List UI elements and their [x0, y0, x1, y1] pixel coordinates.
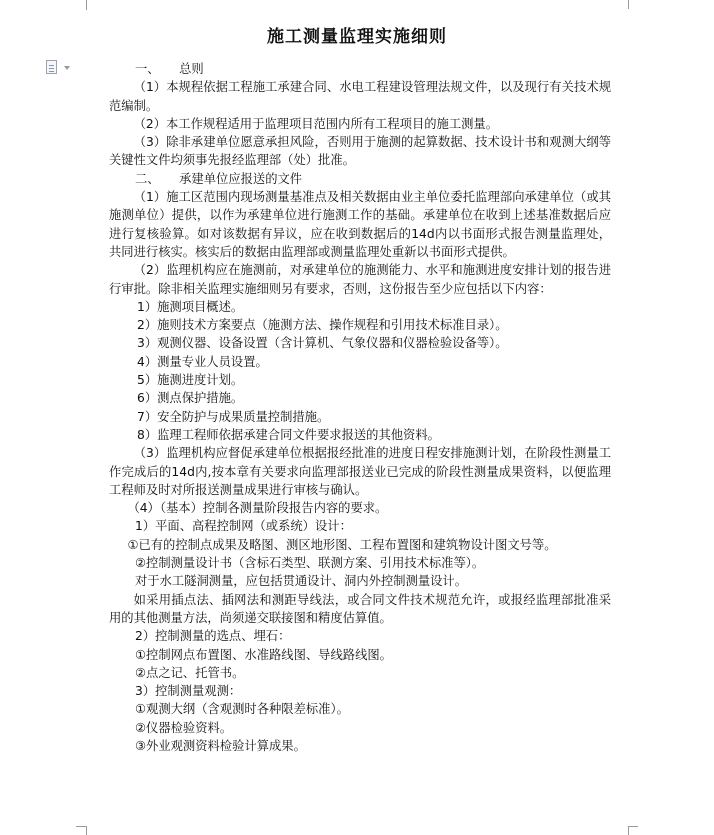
crop-mark — [628, 826, 629, 835]
section-heading: 二、 承建单位应报送的文件 — [135, 171, 303, 186]
crop-mark — [76, 826, 86, 827]
list-item: ②仪器检验资料。 — [135, 720, 233, 735]
crop-mark — [86, 0, 87, 9]
document-body — [109, 60, 611, 755]
paragraph: 对于水工隧洞测量，应包括贯通设计、洞内外控制测量设计。 — [135, 574, 468, 589]
paragraph: （2）本工作规程适用于监理项目范围内所有工程项目的施工测量。 — [133, 116, 499, 131]
list-item: ②控制测量设计书（含标石类型、联测方案、引用技术标准等）。 — [135, 556, 485, 571]
paragraph: （3）监理机构应督促承建单位根据报经批准的进度日程安排施测计划，在阶段性测量工作完成后的14d内,按本章有关要求向监理部报送业已完成的阶段性测量成果资料，以便监理工程师及时对所报送测量成果进行审核与确认。 — [109, 446, 611, 497]
list-item: 2）控制测量的选点、埋石： — [135, 629, 291, 644]
list-item: ①观测大纲（含观测时各种限差标准）。 — [135, 702, 349, 717]
paragraph: （1）本规程依据工程施工承建合同、水电工程建设管理法规文件，以及现行有关技术规范编制。 — [109, 80, 611, 113]
list-item: ②点之记、托管书。 — [135, 665, 245, 680]
crop-mark — [628, 826, 638, 827]
list-item: 1）施测项目概述。 — [137, 299, 244, 314]
list-item: 2）施则技术方案要点（施测方法、操作规程和引用技术标准目录）。 — [137, 318, 508, 333]
list-item: 5）施测进度计划。 — [137, 373, 244, 388]
document-icon[interactable] — [46, 60, 57, 74]
paragraph: （1）施工区范围内现场测量基准点及相关数据由业主单位委托监理部向承建单位（或其施测单位）提供，以作为承建单位进行施测工作的基础。承建单位在收到上述基准数据后应进行复核验算。如对该数据有异议，应在收到数据后的14d内以书面形式报告测量监理处，共同进行核实。核实后的数据由监理部或测量监理处重新以书面形式提供。 — [109, 190, 611, 259]
list-item: ③外业观测资料检验计算成果。 — [135, 738, 306, 753]
crop-mark — [628, 0, 629, 9]
paragraph: （3）除非承建单位愿意承担风险，否则用于施测的起算数据、技术设计书和观测大纲等关键性文件均须事先报经监理部（处）批准。 — [109, 135, 611, 168]
chevron-down-icon[interactable] — [64, 66, 70, 70]
list-item: 7）安全防护与成果质量控制措施。 — [137, 409, 330, 424]
list-item: 8）监理工程师依据承建合同文件要求报送的其他资料。 — [137, 427, 440, 442]
section-heading: 一、 总则 — [135, 62, 204, 76]
list-item: 6）测点保护措施。 — [137, 391, 244, 406]
paragraph: ①已有的控制点成果及略图、测区地形图、工程布置图和建筑物设计图文号等。 — [127, 537, 557, 552]
list-item: 3）观测仪器、设备设置（含计算机、气象仪器和仪器检验设备等）。 — [137, 336, 508, 351]
list-item: 1）平面、高程控制网（或系统）设计： — [135, 519, 352, 534]
crop-mark — [86, 9, 87, 10]
list-item: ①控制网点布置图、水准路线图、导线路线图。 — [135, 647, 392, 662]
list-item: 3）控制测量观测： — [135, 684, 242, 699]
document-title: 施工测量监理实施细则 — [267, 27, 447, 47]
paragraph: （2）监理机构应在施测前，对承建单位的施测能力、水平和施测进度安排计划的报告进行审批。除非相关监理实施细则另有要求，否则，这份报告至少应包括以下内容： — [109, 263, 611, 296]
list-item: 4）测量专业人员设置。 — [137, 354, 268, 369]
paragraph: （4）（基本）控制各测量阶段报告内容的要求。 — [127, 501, 388, 516]
crop-mark — [86, 826, 87, 835]
paragraph: 如采用插点法、插网法和测距导线法，或合同文件技术规范允许，或报经监理部批准采用的其他测量方法，尚须递交联接图和精度估算值。 — [109, 592, 611, 625]
